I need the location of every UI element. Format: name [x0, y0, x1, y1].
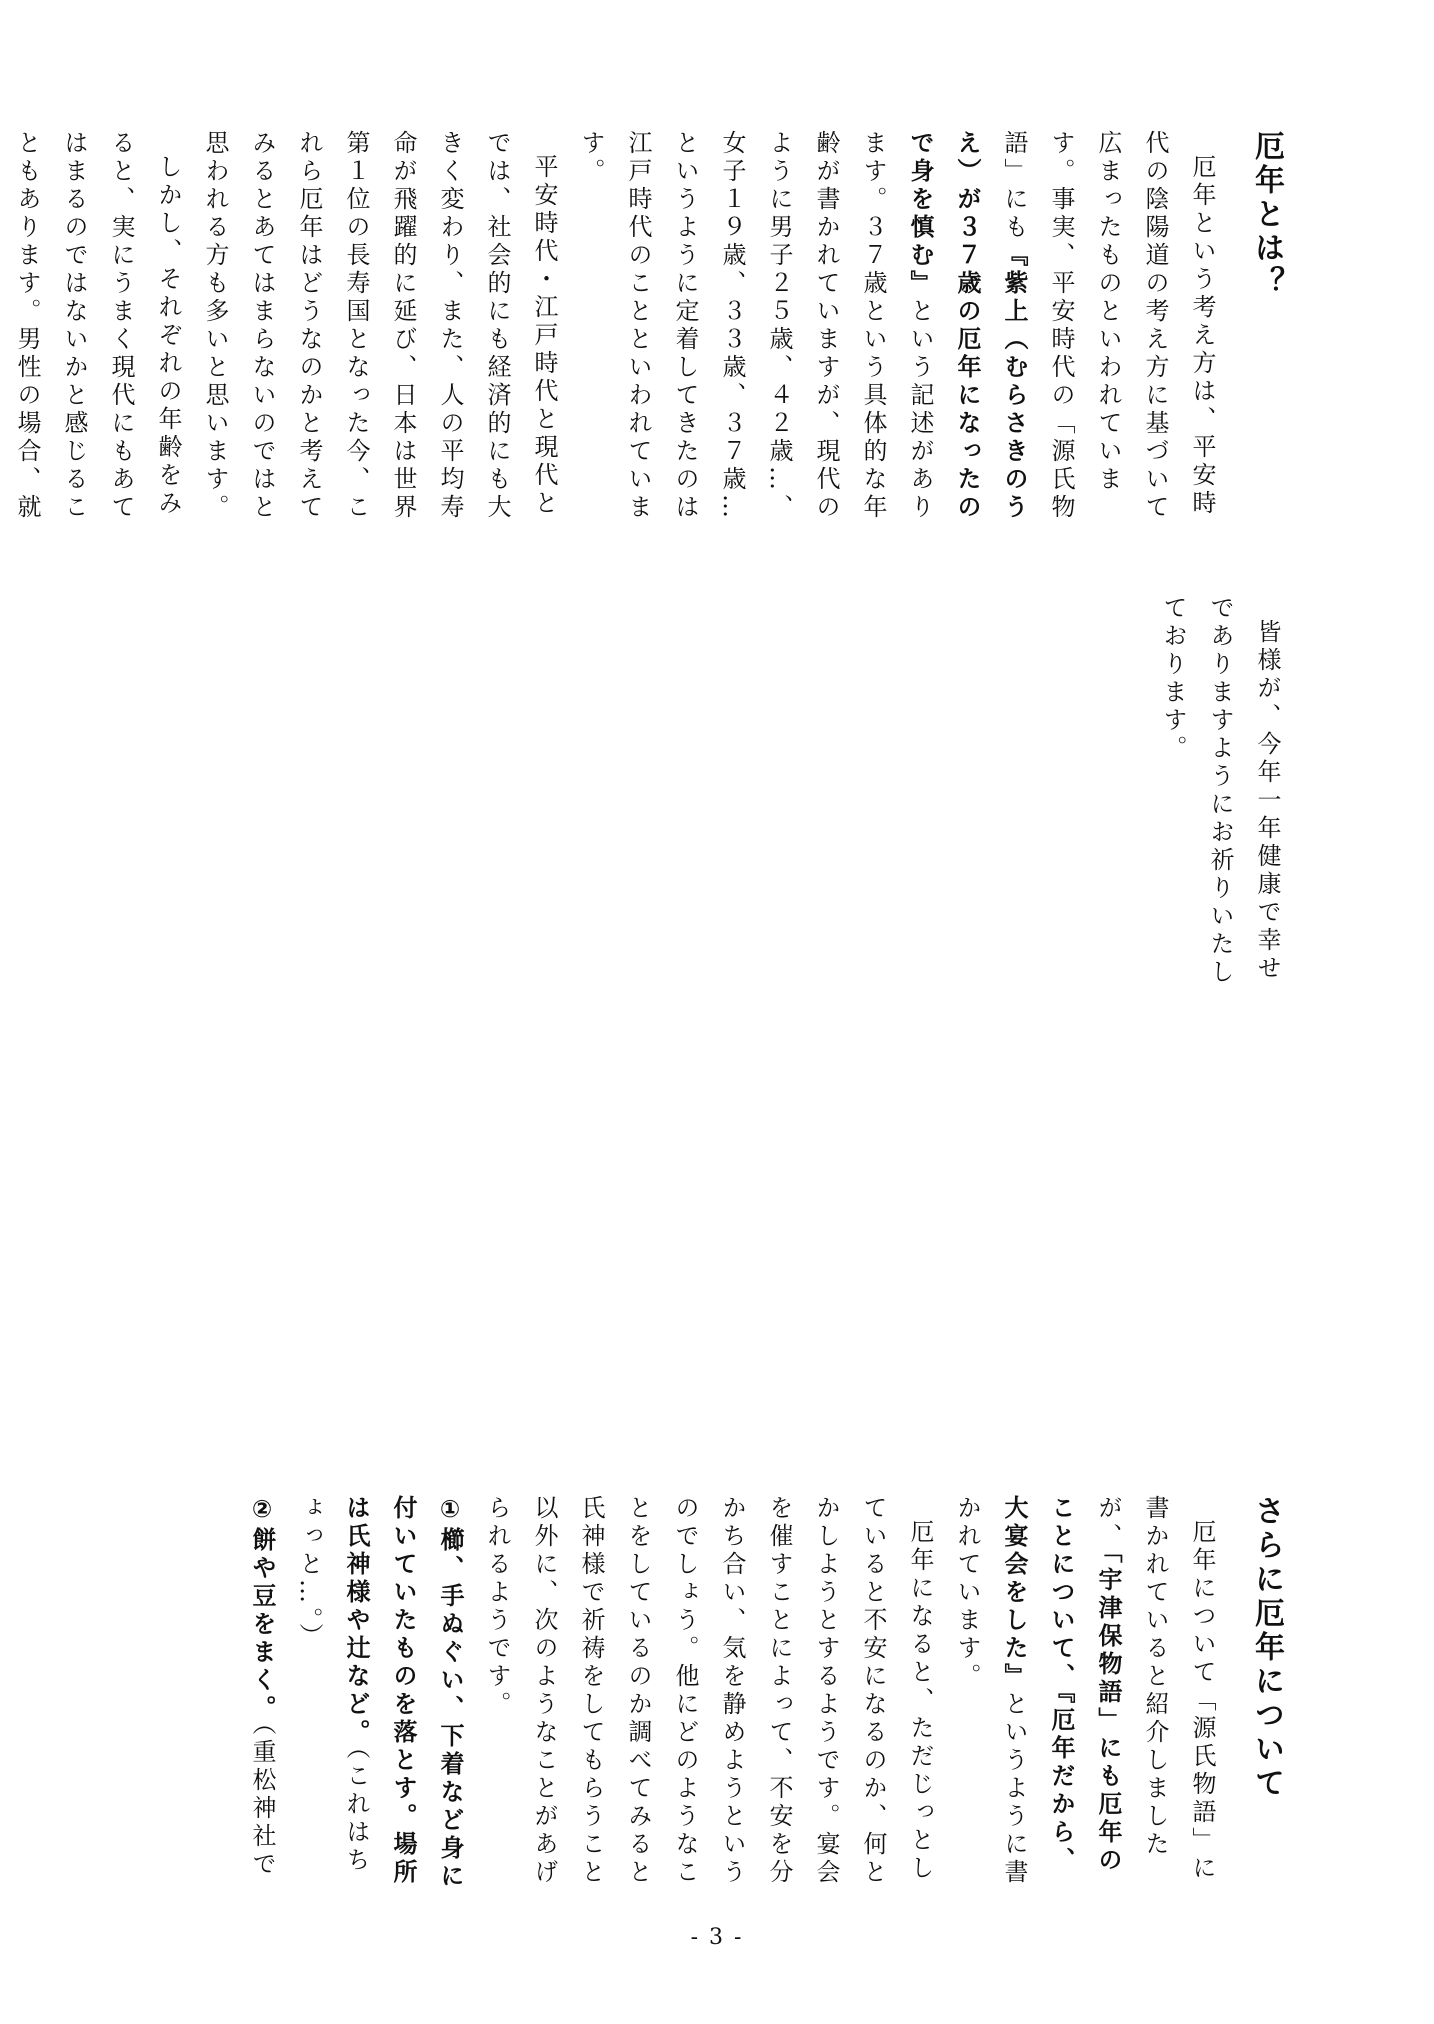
paragraph-text: 厄年という考え方は、平安時代の陰陽道の考え方に基づいて広まったものといわれています。事実、平安時代の「源氏物語」にも [1000, 130, 1216, 522]
paragraph [567, 130, 1225, 530]
list-item-note: （これはちょっと…。） [295, 1495, 370, 1875]
paragraph-text: という記述があります。３７歳という具体的な年齢が書かれていますが、現代のように男子２５歳、４２歳…、女子１９歳、３３歳、３７歳…というように定着してきたのは江戸時代のことといわれています。 [577, 130, 934, 522]
list-item-bold: 櫛、手ぬぐい、下着など身に付いていたものを落とす。場所は氏神様や辻など。 [342, 1495, 464, 1891]
list-item-note: （重松神社で [248, 1723, 276, 1879]
emphasized-quote: 『紫上（むらさきのうえ）が３７歳の厄年になったので身を慎む』 [906, 130, 1028, 522]
paragraph [943, 1495, 1225, 1895]
paragraph: しかし、それぞれの年齢をみると、実にうまく現代にもあてはまるのではないかと感じることもあります。男性の場合、就 [13, 130, 182, 522]
paragraph: 平安時代・江戸時代と現代とでは、社会的にも経済的にも大きく変わり、また、人の平均寿命が飛躍的に延び、日本は世界第１位の長寿国となった今、これら厄年はどうなのかと考えてみるとあてはまらないのではと思われる方も多いと思います。 [201, 130, 558, 522]
emphasized-quote: 「宇津保物語」にも厄年のことについて、『厄年だから、大宴会をした』 [1000, 1495, 1122, 1875]
paragraph-text: というように書かれています。 [953, 1495, 1028, 1887]
article-continued [140, 595, 1290, 995]
paragraph-text: 厄年について「源氏物語」に書かれていると紹介しましたが、 [1094, 1495, 1216, 1883]
list-item [238, 1495, 285, 1895]
list-item-text [285, 1495, 473, 1895]
list-number: ① [436, 1495, 464, 1527]
list-item-text [238, 1495, 285, 1895]
list-item [285, 1495, 473, 1895]
list-item-bold: 餅や豆をまく。 [248, 1527, 276, 1723]
section-heading: さらに厄年について [1249, 1495, 1284, 1801]
page-number: - 3 - [690, 1925, 744, 1950]
article-yakudoshi-towa [13, 130, 1290, 530]
section-heading: 厄年とは？ [1249, 130, 1284, 300]
paragraph: 皆様が、今年一年健康で幸せでありますようにお祈りいたしております。 [1159, 595, 1281, 987]
list-number: ② [248, 1495, 276, 1527]
article-sarani-yakudoshi [140, 1495, 1290, 1895]
paragraph: 厄年になると、ただじっとしていると不安になるのか、何とかしようとするようです。宴会を催すことによって、不安を分かち合い、気を静めようというのでしょう。他にどのようなことをしているのか調べてみると氏神様で祈祷をしてもらうこと以外に、次のようなことがあげられるようです。 [483, 1495, 934, 1887]
